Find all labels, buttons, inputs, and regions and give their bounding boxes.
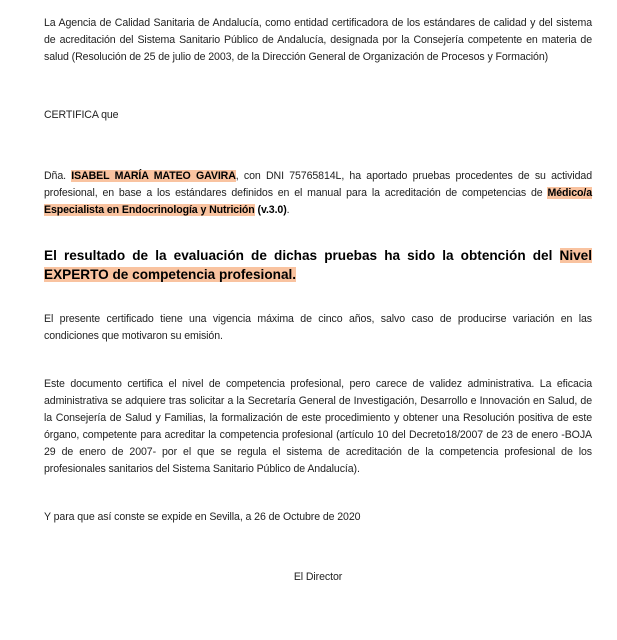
result-text: El resultado de la evaluación de dichas pruebas ha sido la obtención del (44, 248, 560, 263)
result-statement (44, 246, 592, 284)
specialty: Médico/a Especialista en Endocrinología y Nutrición (44, 187, 592, 216)
version: (v.3.0) (257, 204, 287, 216)
person-text: , con DNI 75765814L, ha aportado pruebas procedentes de su actividad profesional, en base a los estándares definidos en el manual para la acreditación de competencias de (44, 170, 592, 199)
period: . (286, 204, 290, 216)
prefix: Dña. (44, 170, 66, 182)
validity-paragraph: El presente certificado tiene una vigencia máxima de cinco años, salvo caso de producirse variación en las condiciones que motivaron su emisión. (44, 313, 592, 342)
person-name: ISABEL MARÍA MATEO GAVIRA (71, 170, 236, 182)
intro-paragraph: La Agencia de Calidad Sanitaria de Andalucía, como entidad certificadora de los estándares de calidad y del sistema de acreditación del Sistema Sanitario Público de Andalucía, designada por la Consejería competente en materia de salud (Resolución de 25 de julio de 2003, de la Dirección General de Organización de Procesos y Formación) (44, 17, 592, 63)
disclaimer-paragraph: Este documento certifica el nivel de competencia profesional, pero carece de validez administrativa. La eficacia administrativa se adquiere tras solicitar a la Secretaría General de Investigación, Desarrollo e Innovación en Salud, de la Consejería de Salud y Familias, la formalización de este procedimiento y obtener una Resolución positiva de este órgano, competente para acreditar la competencia profesional (artículo 10 del Decreto18/2007 de 23 de enero -BOJA 29 de enero de 2007- por el que se regula el sistema de acreditación de la competencia profesional de los profesionales sanitarios del Sistema Sanitario Público de Andalucía). (44, 378, 592, 475)
closing-line: Y para que así conste se expide en Sevilla, a 26 de Octubre de 2020 (44, 511, 361, 523)
person-paragraph (44, 168, 592, 219)
signature-title: El Director (293, 571, 343, 583)
certifica-label: CERTIFICA que (44, 109, 119, 121)
result-level: Nivel EXPERTO de competencia profesional. (44, 248, 592, 282)
